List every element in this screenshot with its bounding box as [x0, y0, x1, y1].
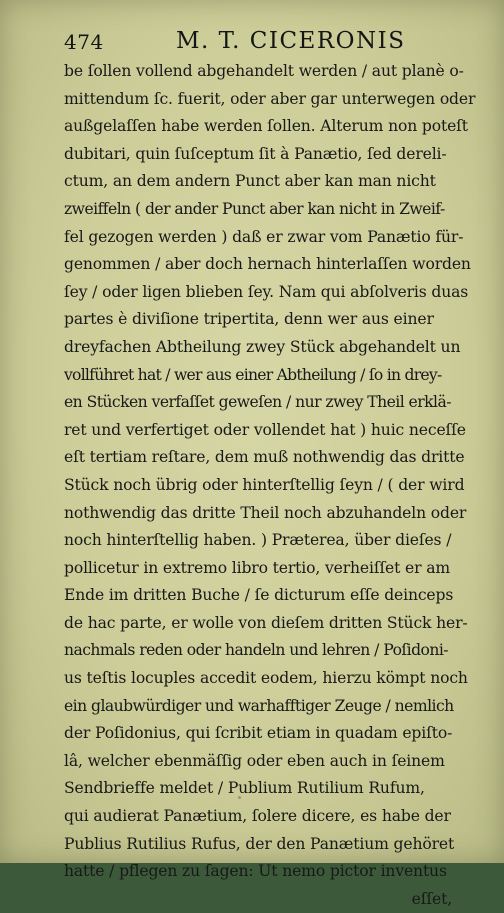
text-line: pollicetur in extremo libro tertio, verheiſſet er am: [64, 558, 451, 577]
paper-speck: [120, 790, 123, 793]
text-line: ret und verfertiget oder vollendet hat ) huic neceſſe: [64, 420, 466, 439]
text-line: mittendum ſc. fuerit, oder aber gar unterwegen oder: [64, 89, 476, 108]
catchword: eſſet,: [411, 889, 452, 908]
text-line: noch hinterſtellig haben. ) Præterea, über dieſes /: [64, 531, 452, 550]
page-number: 474: [64, 30, 104, 54]
text-line: partes è diviſione tripertita, denn wer aus einer: [64, 310, 434, 329]
text-line: ctum, an dem andern Punct aber kan man nicht: [64, 172, 436, 191]
paper-speck: [238, 796, 241, 799]
text-line: dubitari, quin ſuſceptum ſit à Panætio, ſed dereli-: [64, 144, 447, 163]
text-line: nothwendig das dritte Theil noch abzuhandeln oder: [64, 503, 467, 522]
text-line: Sendbrieffe meldet / Publium Rutilium Rufum,: [64, 779, 425, 798]
text-line: zweiffeln ( der ander Punct aber kan nicht in Zweif-: [64, 199, 445, 218]
text-line: außgelaſſen habe werden ſollen. Alterum non poteſt: [64, 117, 468, 136]
text-line: hatte / pflegen zu ſagen: Ut nemo pictor inventus: [64, 862, 447, 881]
text-line: nachmals reden oder handeln und lehren / Poſidoni-: [64, 641, 448, 660]
text-line: fel gezogen werden ) daß er zwar vom Panætio für-: [64, 227, 464, 246]
text-line: lâ, welcher ebenmäſſig oder eben auch in ſeinem: [64, 751, 445, 770]
text-line: vollführet hat / wer aus einer Abtheilung / ſo in drey-: [64, 365, 442, 384]
text-line: be ſollen vollend abgehandelt werden / aut planè o-: [64, 62, 464, 80]
text-line: us teſtis locuples accedit eodem, hierzu kömpt noch: [64, 669, 468, 688]
text-line: en Stücken verfaſſet geweſen / nur zwey Theil erklä-: [64, 393, 451, 412]
text-line: Publius Rutilius Rufus, der den Panætium gehöret: [64, 834, 455, 853]
text-line: der Poſidonius, qui ſcribit etiam in quadam epiſto-: [64, 724, 453, 743]
page-header: [64, 28, 424, 58]
text-line: de hac parte, er wolle von dieſem dritten Stück her-: [64, 613, 468, 632]
paper-speck: [98, 812, 101, 815]
text-line: qui audierat Panætium, ſolere dicere, es habe der: [64, 807, 451, 826]
running-title: M. T. CICERONIS: [176, 28, 406, 54]
text-line: eſt tertiam reſtare, dem muß nothwendig das dritte: [64, 448, 465, 467]
text-line: dreyfachen Abtheilung zwey Stück abgehandelt un: [64, 337, 461, 356]
body-text: [64, 58, 474, 913]
text-line: ſey / oder ligen blieben ſey. Nam qui abſolveris duas: [64, 282, 469, 301]
text-line: ein glaubwürdiger und warhafftiger Zeuge / nemlich: [64, 696, 454, 715]
text-line: Stück noch übrig oder hinterſtellig ſeyn / ( der wird: [64, 475, 465, 494]
text-line: genommen / aber doch hernach hinterlaſſen worden: [64, 255, 471, 274]
text-line: Ende im dritten Buche / ſe dicturum eſſe deinceps: [64, 586, 454, 605]
